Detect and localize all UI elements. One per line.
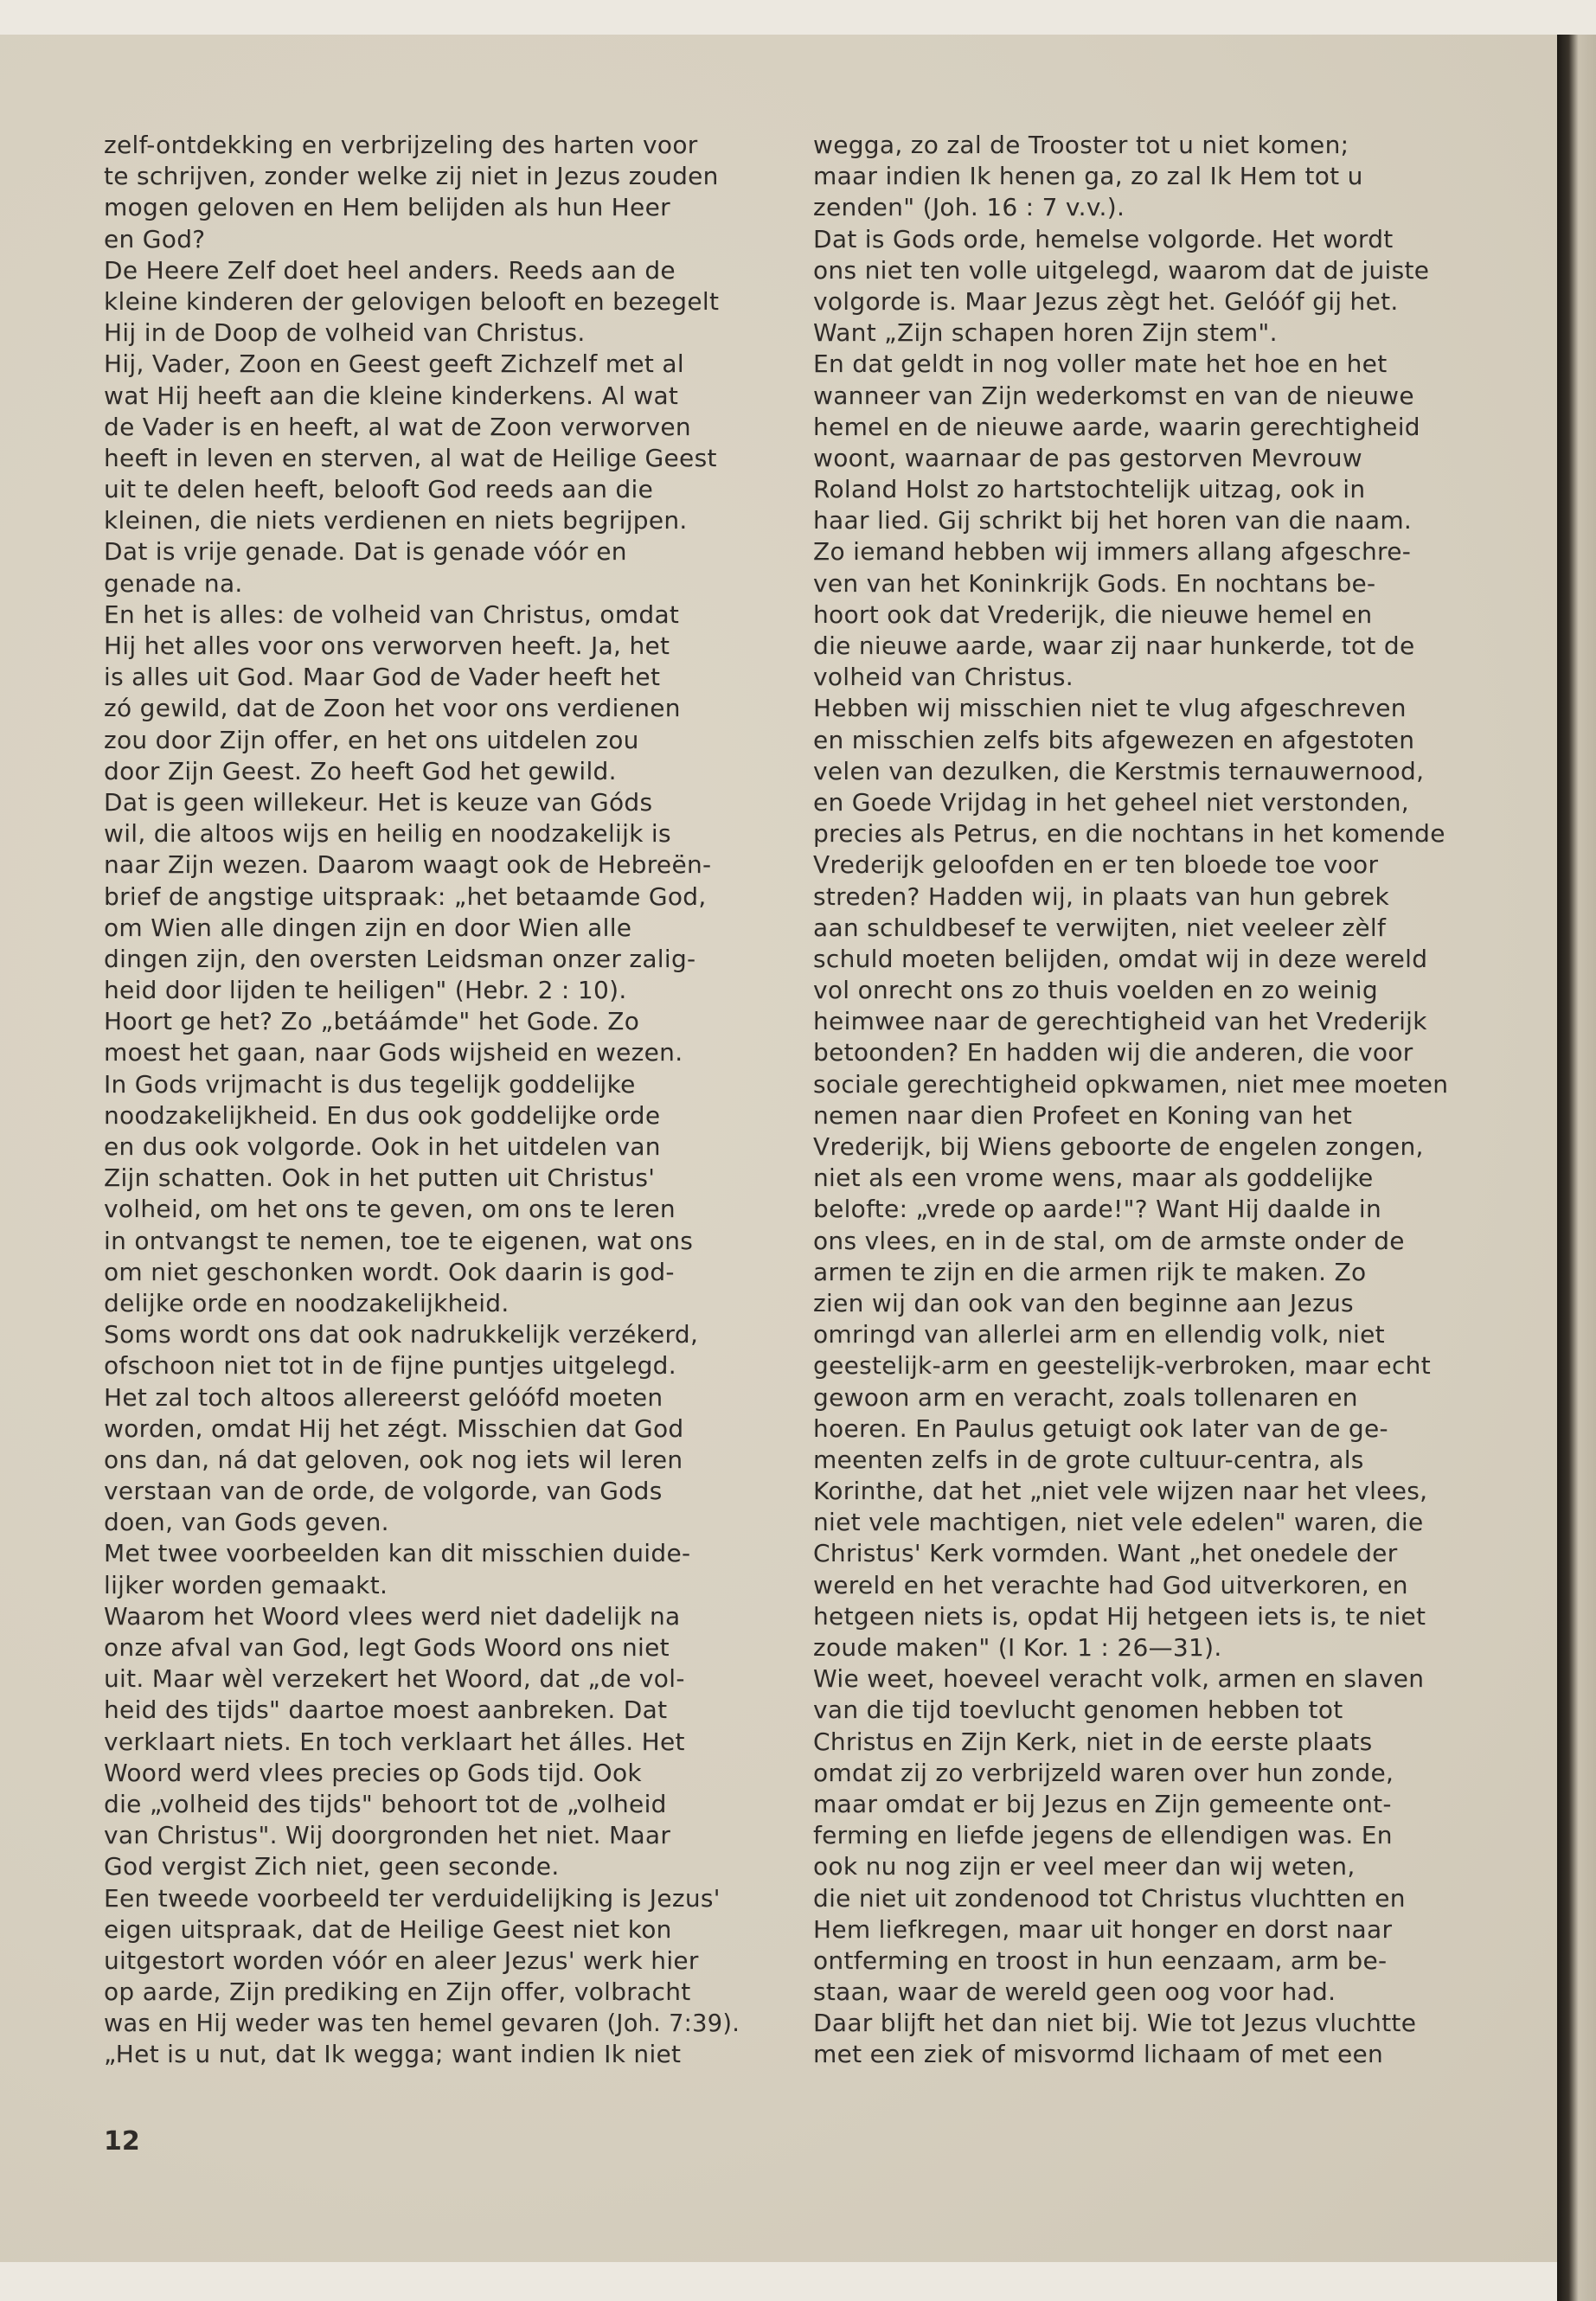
text-line: zenden" (Joh. 16 : 7 v.v.). (813, 193, 1125, 222)
text-line: de Vader is en heeft, al wat de Zoon verworven (104, 412, 691, 441)
text-line: armen te zijn en die armen rijk te maken. Zo (813, 1257, 1367, 1286)
text-line: volheid, om het ons te geven, om ons te leren (104, 1195, 676, 1224)
text-line: schuld moeten belijden, omdat wij in deze wereld (813, 944, 1428, 973)
text-line: met een ziek of misvormd lichaam of met een (813, 2040, 1384, 2069)
text-line: En het is alles: de volheid van Christus, omdat (104, 599, 680, 629)
text-line: woont, waarnaar de pas gestorven Mevrouw (813, 443, 1362, 472)
text-line: hoeren. En Paulus getuigt ook later van de ge- (813, 1413, 1388, 1443)
text-line: heimwee naar de gerechtigheid van het Vrederijk (813, 1007, 1427, 1036)
text-line: heeft in leven en sterven, al wat de Heilige Geest (104, 443, 717, 472)
text-line: en misschien zelfs bits afgewezen en afgestoten (813, 725, 1415, 754)
text-line: nemen naar dien Profeet en Koning van het (813, 1100, 1353, 1130)
text-line: omringd van allerlei arm en ellendig volk, niet (813, 1320, 1385, 1349)
text-line: Wie weet, hoeveel veracht volk, armen en slaven (813, 1664, 1425, 1694)
text-line: In Gods vrijmacht is dus tegelijk goddelijke (104, 1069, 636, 1099)
text-line: Hem liefkregen, maar uit honger en dorst naar (813, 1914, 1393, 1944)
page-binding-edge (1557, 35, 1596, 2301)
text-line: volheid van Christus. (813, 663, 1074, 692)
text-line: naar Zijn wezen. Daarom waagt ook de Hebreën- (104, 850, 712, 880)
text-line: die nieuwe aarde, waar zij naar hunkerde, tot de (813, 631, 1415, 660)
text-line: streden? Hadden wij, in plaats van hun gebrek (813, 881, 1389, 911)
text-line: ven van het Koninkrijk Gods. En nochtans be- (813, 568, 1376, 598)
text-line: te schrijven, zonder welke zij niet in Jezus zouden (104, 162, 719, 191)
scan-bottom-margin (0, 2262, 1557, 2301)
text-line: die niet uit zondenood tot Christus vluchtten en (813, 1883, 1406, 1913)
text-line: genade na. (104, 568, 243, 598)
text-line: heid door lijden te heiligen" (Hebr. 2 : 10). (104, 976, 627, 1005)
text-line: is alles uit God. Maar God de Vader heeft het (104, 663, 661, 692)
text-line: Hoort ge het? Zo „betáámde" het Gode. Zo (104, 1007, 640, 1036)
right-text-column (813, 130, 1449, 2071)
text-line: hetgeen niets is, opdat Hij hetgeen iets is, te niet (813, 1601, 1426, 1631)
text-line: was en Hij weder was ten hemel gevaren (Joh. 7:39). (104, 2009, 740, 2038)
text-line: meenten zelfs in de grote cultuur-centra, als (813, 1445, 1364, 1474)
text-line: hemel en de nieuwe aarde, waarin gerechtigheid (813, 412, 1420, 441)
text-line: Het zal toch altoos allereerst gelóófd moeten (104, 1382, 663, 1412)
text-line: Dat is Gods orde, hemelse volgorde. Het wordt (813, 224, 1394, 253)
text-line: wanneer van Zijn wederkomst en van de nieuwe (813, 381, 1414, 410)
text-line: en dus ook volgorde. Ook in het uitdelen van (104, 1132, 661, 1161)
text-line: kleine kinderen der gelovigen belooft en bezegelt (104, 286, 720, 316)
text-line: doen, van Gods geven. (104, 1508, 389, 1537)
text-line: Korinthe, dat het „niet vele wijzen naar het vlees, (813, 1477, 1428, 1506)
page-number: 12 (104, 2126, 140, 2157)
text-line: verklaart niets. En toch verklaart het álles. Het (104, 1727, 685, 1756)
text-line: kleinen, die niets verdienen en niets begrijpen. (104, 506, 688, 535)
text-line: wereld en het verachte had God uitverkoren, en (813, 1570, 1408, 1599)
text-line: ferming en liefde jegens de ellendigen was. En (813, 1821, 1393, 1850)
text-line: in ontvangst te nemen, toe te eigenen, wat ons (104, 1226, 694, 1255)
text-line: geestelijk-arm en geestelijk-verbroken, maar echt (813, 1351, 1431, 1381)
text-line: Hij in de Doop de volheid van Christus. (104, 318, 586, 348)
text-line: delijke orde en noodzakelijkheid. (104, 1288, 510, 1317)
text-line: zien wij dan ook van den beginne aan Jezus (813, 1288, 1354, 1317)
text-line: Met twee voorbeelden kan dit misschien duide- (104, 1539, 691, 1568)
text-line: lijker worden gemaakt. (104, 1570, 388, 1599)
text-line: Dat is vrije genade. Dat is genade vóór en (104, 537, 627, 567)
text-line: uit. Maar wèl verzekert het Woord, dat „de vol- (104, 1664, 685, 1694)
text-line: Soms wordt ons dat ook nadrukkelijk verzékerd, (104, 1320, 699, 1349)
text-line: zelf-ontdekking en verbrijzeling des harten voor (104, 131, 698, 159)
text-line: ons dan, ná dat geloven, ook nog iets wil leren (104, 1445, 683, 1474)
text-line: verstaan van de orde, de volgorde, van Gods (104, 1477, 663, 1506)
text-line: belofte: „vrede op aarde!"? Want Hij daalde in (813, 1195, 1381, 1224)
text-line: God vergist Zich niet, geen seconde. (104, 1852, 560, 1881)
text-line: heid des tijds" daartoe moest aanbreken. Dat (104, 1695, 668, 1725)
text-line: om Wien alle dingen zijn en door Wien alle (104, 913, 632, 942)
text-line: maar omdat er bij Jezus en Zijn gemeente ont- (813, 1789, 1392, 1818)
text-line: sociale gerechtigheid opkwamen, niet mee moeten (813, 1069, 1449, 1099)
text-line: De Heere Zelf doet heel anders. Reeds aan de (104, 255, 676, 285)
text-line: moest het gaan, naar Gods wijsheid en wezen. (104, 1038, 683, 1067)
text-line: wegga, zo zal de Trooster tot u niet komen; (813, 131, 1349, 159)
text-line: Zijn schatten. Ook in het putten uit Christus' (104, 1163, 656, 1193)
text-line: uitgestort worden vóór en aleer Jezus' werk hier (104, 1945, 699, 1975)
text-line: hoort ook dat Vrederijk, die nieuwe hemel en (813, 599, 1373, 629)
text-line: worden, omdat Hij het zégt. Misschien dat God (104, 1413, 684, 1443)
text-line: Een tweede voorbeeld ter verduidelijking is Jezus' (104, 1883, 721, 1913)
text-line: Dat is geen willekeur. Het is keuze van Góds (104, 787, 653, 817)
text-line: betoonden? En hadden wij die anderen, die voor (813, 1038, 1413, 1067)
text-line: En dat geldt in nog voller mate het hoe en het (813, 349, 1388, 379)
text-line: niet vele machtigen, niet vele edelen" waren, die (813, 1508, 1424, 1537)
text-line: Christus' Kerk vormden. Want „het onedele der (813, 1539, 1398, 1568)
text-line: eigen uitspraak, dat de Heilige Geest niet kon (104, 1914, 672, 1944)
text-line: uit te delen heeft, belooft God reeds aan die (104, 475, 654, 504)
text-line: en God? (104, 224, 206, 253)
scan-top-margin (0, 0, 1596, 35)
text-line: brief de angstige uitspraak: „het betaamde God, (104, 881, 707, 911)
text-line: ons vlees, en in de stal, om de armste onder de (813, 1226, 1405, 1255)
text-line: wat Hij heeft aan die kleine kinderkens. Al wat (104, 381, 679, 410)
text-line: Zo iemand hebben wij immers allang afgeschre- (813, 537, 1412, 567)
text-line: Vrederijk, bij Wiens geboorte de engelen zongen, (813, 1132, 1424, 1161)
text-line: staan, waar de wereld geen oog voor had. (813, 1977, 1336, 2007)
text-line: zoude maken" (I Kor. 1 : 26—31). (813, 1633, 1222, 1662)
text-line: ook nu nog zijn er veel meer dan wij weten, (813, 1852, 1356, 1881)
text-line: om niet geschonken wordt. Ook daarin is god- (104, 1257, 675, 1286)
text-line: onze afval van God, legt Gods Woord ons niet (104, 1633, 670, 1662)
text-line: haar lied. Gij schrikt bij het horen van die naam. (813, 506, 1413, 535)
text-line: aan schuldbesef te verwijten, niet veeleer zèlf (813, 913, 1387, 942)
text-line: Daar blijft het dan niet bij. Wie tot Jezus vluchtte (813, 2009, 1417, 2038)
text-line: Want „Zijn schapen horen Zijn stem". (813, 318, 1278, 348)
text-line: op aarde, Zijn prediking en Zijn offer, volbracht (104, 1977, 691, 2007)
text-line: wil, die altoos wijs en heilig en noodzakelijk is (104, 819, 671, 849)
text-line: Vrederijk geloofden en er ten bloede toe voor (813, 850, 1379, 880)
text-line: door Zijn Geest. Zo heeft God het gewild. (104, 756, 617, 785)
text-line: van die tijd toevlucht genomen hebben tot (813, 1695, 1343, 1725)
text-line: precies als Petrus, en die nochtans in het komende (813, 819, 1445, 849)
text-line: velen van dezulken, die Kerstmis ternauwernood, (813, 756, 1425, 785)
text-line: ofschoon niet tot in de fijne puntjes uitgelegd. (104, 1351, 676, 1381)
text-line: Christus en Zijn Kerk, niet in de eerste plaats (813, 1727, 1373, 1756)
text-line: „Het is u nut, dat Ik wegga; want indien Ik niet (104, 2040, 682, 2069)
text-line: ontferming en troost in hun eenzaam, arm be- (813, 1945, 1388, 1975)
text-line: volgorde is. Maar Jezus zègt het. Gelóóf gij het. (813, 286, 1399, 316)
text-line: Woord werd vlees precies op Gods tijd. Ook (104, 1758, 642, 1787)
text-line: Hij, Vader, Zoon en Geest geeft Zichzelf met al (104, 349, 684, 379)
text-line: Waarom het Woord vlees werd niet dadelijk na (104, 1601, 681, 1631)
text-line: ons niet ten volle uitgelegd, waarom dat de juiste (813, 255, 1430, 285)
left-text-column (104, 130, 740, 2071)
text-line: Hebben wij misschien niet te vlug afgeschreven (813, 694, 1407, 723)
text-line: maar indien Ik henen ga, zo zal Ik Hem tot u (813, 162, 1363, 191)
text-line: Hij het alles voor ons verworven heeft. Ja, het (104, 631, 670, 660)
text-line: van Christus". Wij doorgronden het niet. Maar (104, 1821, 671, 1850)
text-line: zou door Zijn offer, en het ons uitdelen zou (104, 725, 639, 754)
text-line: en Goede Vrijdag in het geheel niet verstonden, (813, 787, 1409, 817)
text-line: gewoon arm en veracht, zoals tollenaren en (813, 1382, 1358, 1412)
text-line: niet als een vrome wens, maar als goddelijke (813, 1163, 1374, 1193)
text-line: dingen zijn, den oversten Leidsman onzer zalig- (104, 944, 696, 973)
text-line: Roland Holst zo hartstochtelijk uitzag, ook in (813, 475, 1366, 504)
text-line: zó gewild, dat de Zoon het voor ons verdienen (104, 694, 681, 723)
text-line: noodzakelijkheid. En dus ook goddelijke orde (104, 1100, 661, 1130)
text-line: die „volheid des tijds" behoort tot de „volheid (104, 1789, 667, 1818)
text-line: mogen geloven en Hem belijden als hun Heer (104, 193, 670, 222)
text-line: omdat zij zo verbrijzeld waren over hun zonde, (813, 1758, 1394, 1787)
text-line: vol onrecht ons zo thuis voelden en zo weinig (813, 976, 1378, 1005)
